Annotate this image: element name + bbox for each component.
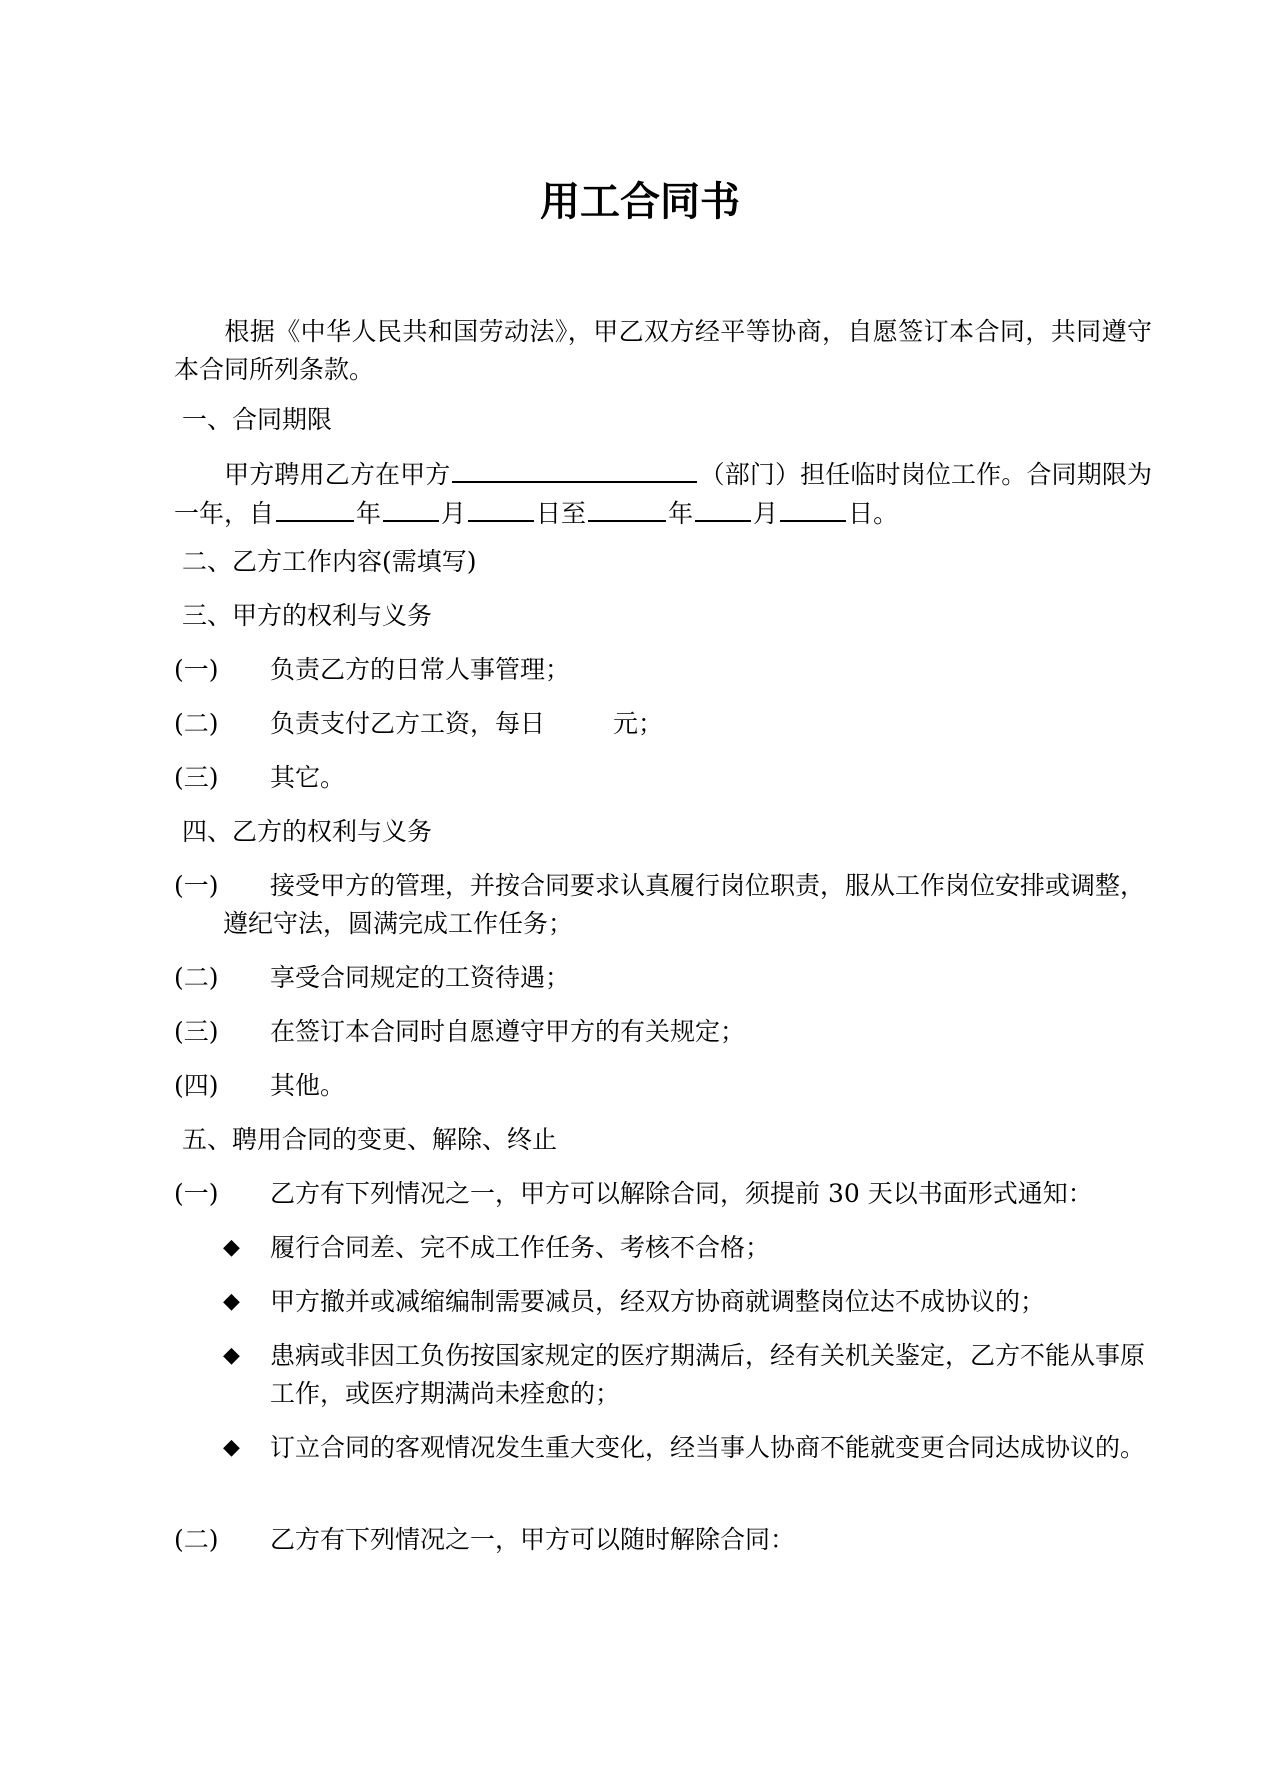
section-3-heading: 三、甲方的权利与义务 [182,601,433,630]
term-pre: 甲方聘用乙方在甲方 [224,460,451,489]
start-year-label: 年 [356,499,382,528]
section-4-heading: 四、乙方的权利与义务 [182,817,433,846]
item-number: (一) [174,871,219,900]
item-number: (一) [174,655,219,684]
item-number: (一) [174,1179,219,1208]
diamond-bullet-icon: ◆ [223,1235,240,1260]
s3-item-1 [174,651,1152,689]
s4-item-4 [174,1067,1152,1105]
s3-item-3 [174,759,1152,797]
item-text: 在签订本合同时自愿遵守甲方的有关规定； [270,1017,746,1046]
term-mid: （部门）担任临时岗位工作。合同期限为一年，自 [174,460,1152,528]
s5-item-1 [174,1175,1152,1213]
item-text: 负责乙方的日常人事管理； [270,655,571,684]
start-day-label: 日至 [536,499,587,528]
item-number: (四) [174,1071,219,1100]
document-title: 用工合同书 [540,178,740,225]
item-text: 其它。 [270,763,346,792]
item-text: 接受甲方的管理，并按合同要求认真履行岗位职责，服从工作岗位安排或调整，遵纪守法，圆满完成工作任务； [223,871,1146,938]
bullet-text: 甲方撤并或减缩编制需要减员，经双方协商就调整岗位达不成协议的； [270,1287,1046,1316]
end-year-blank[interactable] [588,494,666,522]
item-number: (三) [174,763,219,792]
term-paragraph [174,455,1152,533]
item-text: 乙方有下列情况之一，甲方可以解除合同，须提前 30 天以书面形式通知： [270,1179,1093,1208]
s5-bullet-2 [220,1283,1152,1321]
s5-bullet-3 [220,1337,1152,1413]
bullet-text: 履行合同差、完不成工作任务、考核不合格； [270,1233,771,1262]
wage-pre: 负责支付乙方工资，每日 [270,709,546,738]
start-year-blank[interactable] [276,494,354,522]
s4-item-2 [174,959,1152,997]
diamond-bullet-icon: ◆ [223,1289,240,1314]
section-5-heading: 五、聘用合同的变更、解除、终止 [182,1125,558,1154]
s5-bullet-4 [220,1429,1152,1467]
start-month-blank[interactable] [383,494,439,522]
diamond-bullet-icon: ◆ [223,1435,240,1460]
item-number: (二) [174,963,219,992]
item-text: 其他。 [270,1071,346,1100]
bullet-text: 患病或非因工负伤按国家规定的医疗期满后，经有关机关鉴定，乙方不能从事原工作，或医疗期满尚未痊愈的； [270,1341,1146,1408]
end-month-label: 月 [753,499,779,528]
intro-paragraph [174,313,1152,389]
section-2-heading: 二、乙方工作内容(需填写) [182,547,477,576]
s4-item-1 [174,867,1152,943]
intro-text: 根据《中华人民共和国劳动法》，甲乙双方经平等协商，自愿签订本合同，共同遵守本合同所列条款。 [174,317,1152,384]
bullet-text: 订立合同的客观情况发生重大变化，经当事人协商不能就变更合同达成协议的。 [270,1433,1146,1462]
item-text: 乙方有下列情况之一，甲方可以随时解除合同： [270,1525,796,1554]
item-number: (二) [174,1525,219,1554]
start-month-label: 月 [441,499,467,528]
diamond-bullet-icon: ◆ [223,1343,240,1368]
s3-item-2 [174,705,1152,743]
end-day-label: 日。 [848,499,899,528]
wage-post: 元； [613,709,664,738]
item-number: (二) [174,709,219,738]
end-year-label: 年 [668,499,694,528]
item-text: 享受合同规定的工资待遇； [270,963,571,992]
department-blank[interactable] [452,455,697,483]
s5-item-2 [174,1521,1152,1559]
item-text [270,705,1152,743]
s5-bullet-1 [220,1229,1152,1267]
item-number: (三) [174,1017,219,1046]
section-1-heading: 一、合同期限 [182,405,333,434]
s4-item-3 [174,1013,1152,1051]
end-month-blank[interactable] [695,494,751,522]
end-day-blank[interactable] [780,494,846,522]
start-day-blank[interactable] [468,494,534,522]
